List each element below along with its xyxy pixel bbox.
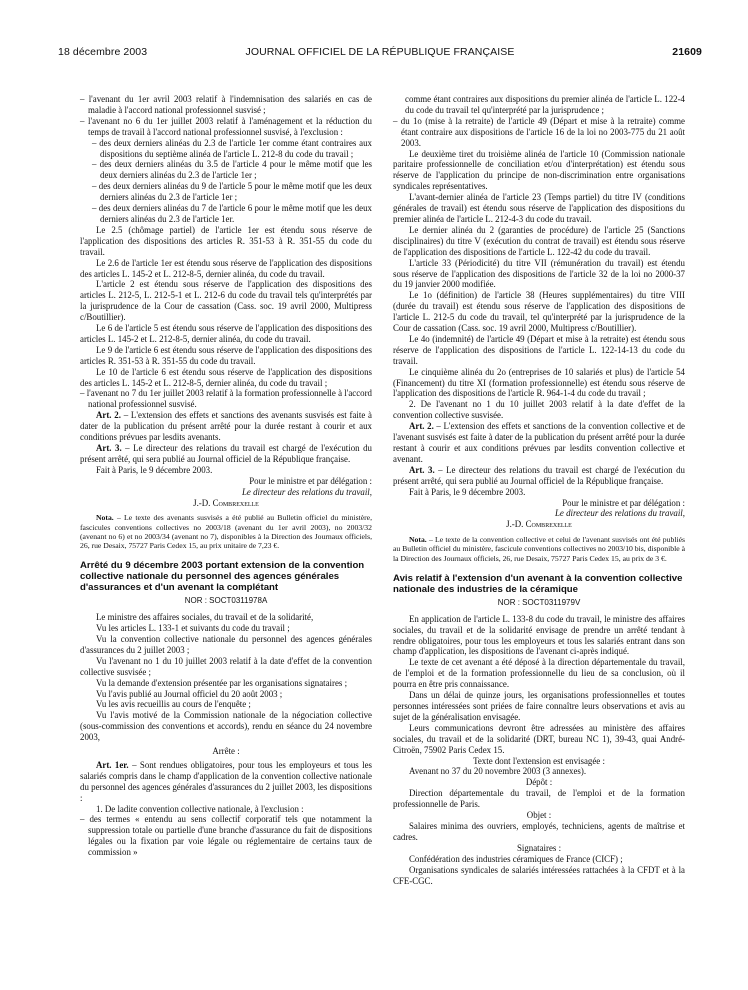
header-journal-title: JOURNAL OFFICIEL DE LA RÉPUBLIQUE FRANÇAISE (245, 46, 515, 58)
paragraph: Vu les articles L. 133-1 et suivants du code du travail ; (96, 623, 290, 634)
paragraph: Vu l'avis motivé de la Commission nationale de la négociation collective (sous-commission des conventions et accords), rendu en séance du 24 novembre 2003, (80, 710, 372, 743)
paragraph: Le 1o (définition) de l'article 38 (Heures supplémentaires) du titre VIII (durée du travail) est étendu sous réserve de l'application des dispositions de l'article L. 212-5 du code du travail, tel qu'interprété par la jurisprudence de la Cour de cassation (Cass. soc. 19 avril 2000, Multipress c/Boutillier). (393, 290, 685, 334)
nota-note: Nota. – Le texte de la convention collective et celui de l'avenant susvisés ont été publiés au Bulletin officiel du ministère, fascicule conventions collectives no 2003/10 bis, disponible à la Direction des Journaux officiels, 26, rue Desaix, 75727 Paris Cedex 15, au prix de 3 €. (393, 535, 685, 563)
paragraph: Le 10 de l'article 6 est étendu sous réserve de l'application des dispositions des articles L. 145-2 et L. 212-8-5, dernier alinéa, du code du travail ; (80, 366, 372, 388)
paragraph: Le 2.5 (chômage partiel) de l'article 1er est étendu sous réserve de l'application des dispositions des articles R. 351-53 à R. 351-55 du code du travail. (80, 224, 372, 257)
paragraph: Le ministre des affaires sociales, du travail et de la solidarité, (96, 612, 314, 623)
article-paragraph: Art. 2. – L'extension des effets et sanctions des avenants susvisés est faite à dater de la publication du présent arrêté pour la durée restant à courir et aux conditions prévues par lesdits avenants. (80, 410, 372, 443)
paragraph: Leurs communications devront être adressées au ministère des affaires sociales, du travail et de la solidarité (DRT, bureau NC 1), 39-43, quai André-Citroën, 75902 Paris Cedex 15. (393, 722, 685, 755)
paragraph: Vu l'avenant no 1 du 10 juillet 2003 relatif à la date d'effet de la convention collective susvisée ; (80, 655, 372, 677)
nor-reference: NOR : SOCT0311979V (497, 597, 581, 607)
paragraph: Le 2.6 de l'article 1er est étendu sous réserve de l'application des dispositions des articles L. 145-2 et L. 212-8-5, dernier alinéa, du code du travail. (80, 257, 372, 279)
paragraph: – l'avenant du 1er avril 2003 relatif à l'indemnisation des salariés en cas de maladie à l'accord national professionnel susvisé ; (80, 94, 372, 115)
paragraph: – des deux derniers alinéas du 7 de l'article 6 pour le même motif que les deux derniers alinéas du 2.3 de l'article 1er. (92, 203, 372, 224)
paragraph: – des deux derniers alinéas du 2.3 de l'article 1er comme étant contraires aux dispositions du septième alinéa de l'article L. 212-8 du code du travail ; (92, 137, 372, 159)
paragraph: Le dernier alinéa du 2 (garanties de procédure) de l'article 25 (Sanctions disciplinaires) du titre V (exécution du contrat de travail) est étendu sous réserve de l'application des dispositions de l'article L. 122-42 du code du travail. (393, 224, 685, 257)
paragraph: Dans un délai de quinze jours, les organisations professionnelles et toutes personnes intéressées sont priées de faire connaître leurs observations et avis au sujet de la généralisation envisagée. (393, 690, 685, 722)
header-date: 18 décembre 2003 (58, 46, 148, 58)
section-label: Dépôt : (525, 777, 553, 788)
section-label: Signataires : (516, 842, 562, 853)
nor-reference: NOR : SOCT0311978A (184, 596, 268, 606)
right-column (393, 94, 685, 886)
paragraph: Le 9 de l'article 6 est étendu sous réserve de l'application des dispositions des articles R. 351-53 à R. 351-55 du code du travail. (80, 344, 372, 366)
header-page-number: 21609 (672, 46, 702, 58)
paragraph: En application de l'article L. 133-8 du code du travail, le ministre des affaires sociales, du travail et de la solidarité envisage de prendre un arrêté tendant à rendre obligatoires, pour tous les employeurs et tous les salariés entrant dans son champ d'application, les dispositions de l'avenant ci-après indiqué. (393, 613, 685, 657)
paragraph: 2. De l'avenant no 1 du 10 juillet 2003 relatif à la date d'effet de la convention collective susvisée. (393, 399, 685, 421)
date-line: Fait à Paris, le 9 décembre 2003. (96, 464, 213, 475)
paragraph: – des deux derniers alinéas du 9 de l'article 5 pour le même motif que les deux derniers alinéas du 2.3 de l'article 1er ; (92, 181, 372, 203)
paragraph: Confédération des industries céramiques de France (CICF) ; (409, 853, 623, 864)
paragraph: Vu les avis recueillis au cours de l'enquête ; (96, 699, 251, 710)
arrete-label: Arrête : (212, 746, 240, 757)
paragraph: Le cinquième alinéa du 2o (entreprises de 10 salariés et plus) de l'article 54 (Financement) du titre XI (formation professionnelle) est étendu sous réserve de l'application des dispositions de l'article R. 964-1-4 du code du travail ; (393, 366, 685, 399)
paragraph: – des termes « entendu au sens collectif corporatif tels que notamment la suppression totale ou partielle d'une branche d'assurance du fait de dispositions légales ou la fixation par voie légale ou réglementaire de certains taux de commission » (80, 814, 372, 858)
left-column (80, 94, 372, 858)
article-paragraph: Art. 1er. – Sont rendues obligatoires, pour tous les employeurs et tous les salariés compris dans le champ d'application de la convention collective nationale du personnel des agences générales d'assurances du 2 juillet 2003, les dispositions : (80, 759, 372, 803)
page-header (58, 44, 702, 62)
paragraph: Salaires minima des ouvriers, employés, techniciens, agents de maîtrise et cadres. (393, 820, 685, 842)
section-label: Objet : (526, 810, 552, 821)
article-paragraph: Art. 3. – Le directeur des relations du travail est chargé de l'exécution du présent arrêté, qui sera publié au Journal officiel de la République française. (80, 443, 372, 464)
paragraph: – des deux derniers alinéas du 3.5 de l'article 4 pour le même motif que les deux derniers alinéas du 2.3 de l'article 1er ; (92, 159, 372, 181)
paragraph: L'article 33 (Périodicité) du titre VII (rémunération du travail) est étendu sous réserve de l'application des dispositions de l'article 32 de la loi no 2000-37 du 19 janvier 2000 modifiée. (393, 257, 685, 290)
paragraph: Avenant no 37 du 20 novembre 2003 (3 annexes). (409, 766, 587, 777)
paragraph: Le 4o (indemnité) de l'article 49 (Départ et mise à la retraite) est étendu sous réserve de l'application des dispositions de l'article L. 122-14-13 du code du travail. (393, 333, 685, 366)
paragraph: comme étant contraires aux dispositions du premier alinéa de l'article L. 122-4 du code du travail tel qu'interprété par la jurisprudence ; (405, 94, 685, 115)
paragraph: L'avant-dernier alinéa de l'article 23 (Temps partiel) du titre IV (conditions générales de travail) est étendu sous réserve de l'application des dispositions du premier alinéa de l'article L. 212-4-3 du code du travail. (393, 192, 685, 224)
paragraph: Vu la demande d'extension présentée par les organisations signataires ; (96, 677, 348, 688)
paragraph: Vu l'avis publié au Journal officiel du 20 août 2003 ; (96, 688, 283, 699)
avis-title: Avis relatif à l'extension d'un avenant à la convention collective nationale des industries de la céramique (393, 572, 683, 595)
arrete-title: Arrêté du 9 décembre 2003 portant extension de la convention collective nationale du personnel des agences générales d'assurances et d'un avenant la complétant (80, 560, 365, 594)
paragraph: Le texte de cet avenant a été déposé à la direction départementale du travail, de l'emploi et de la formation professionnelle du lieu de sa conclusion, où il pourra en être pris connaissance. (393, 657, 685, 690)
signature-role: Le directeur des relations du travail, (555, 508, 685, 519)
paragraph: Organisations syndicales de salariés intéressées rattachées à la CFDT et à la CFE-CGC. (393, 864, 685, 886)
paragraph: – du 1o (mise à la retraite) de l'article 49 (Départ et mise à la retraite) comme étant contraire aux dispositions de l'article 16 de la loi no 2003-775 du 21 août 2003. (393, 115, 685, 148)
signature-name: J.-D. Combrexelle (193, 497, 259, 508)
paragraph: – l'avenant no 6 du 1er juillet 2003 relatif à l'aménagement et la réduction du temps de travail à l'accord national professionnel susvisé, à l'exclusion : (80, 115, 372, 137)
signature-name: J.-D. Combrexelle (506, 519, 572, 530)
paragraph: – l'avenant no 7 du 1er juillet 2003 relatif à la formation professionnelle à l'accord national professionnel susvisé. (80, 388, 372, 410)
signature-delegation: Pour le ministre et par délégation : (249, 475, 372, 486)
date-line: Fait à Paris, le 9 décembre 2003. (409, 486, 526, 497)
paragraph: 1. De ladite convention collective nationale, à l'exclusion : (96, 803, 304, 814)
nota-note: Nota. – Le texte des avenants susvisés a été publié au Bulletin officiel du ministère, fascicules conventions collectives no 2003/18 (avenant du 1er avril 2003), no 2003/32 (avenant no 6) et no 2003/34 (avenant no 7), disponibles à la Direction des Journaux officiels, 26, rue Desaix, 75727 Paris Cedex 15, au prix unitaire de 7,23 €. (80, 513, 372, 551)
article-paragraph: Art. 2. – L'extension des effets et sanctions de la convention collective et de l'avenant susvisés est faite à dater de la publication du présent arrêté pour la durée restant à courir et aux conditions prévues par lesdits convention collective et avenant. (393, 421, 685, 464)
paragraph: Vu la convention collective nationale du personnel des agences générales d'assurances du 2 juillet 2003 ; (80, 633, 372, 655)
section-label: Texte dont l'extension est envisagée : (473, 755, 605, 766)
signature-role: Le directeur des relations du travail, (242, 486, 372, 497)
paragraph: Direction départementale du travail, de l'emploi et de la formation professionnelle de Paris. (393, 788, 685, 810)
paragraph: Le deuxième tiret du troisième alinéa de l'article 10 (Commission nationale paritaire professionnelle de conciliation et/ou d'interprétation) est étendu sous réserve de l'application du principe de non-discrimination entre organisations syndicales représentatives. (393, 148, 685, 192)
paragraph: L'article 2 est étendu sous réserve de l'application des dispositions des articles L. 212-5, L. 212-5-1 et L. 212-6 du code du travail tels qu'interprétés par la jurisprudence de la Cour de cassation (Cass. soc. 19 avril 2000, Multipress c/Boutillier). (80, 279, 372, 323)
paragraph: Le 6 de l'article 5 est étendu sous réserve de l'application des dispositions des articles L. 145-2 et L. 212-8-5, dernier alinéa, du code du travail. (80, 323, 372, 344)
signature-delegation: Pour le ministre et par délégation : (562, 497, 685, 508)
article-paragraph: Art. 3. – Le directeur des relations du travail est chargé de l'exécution du présent arrêté, qui sera publié au Journal officiel de la République française. (393, 464, 685, 486)
